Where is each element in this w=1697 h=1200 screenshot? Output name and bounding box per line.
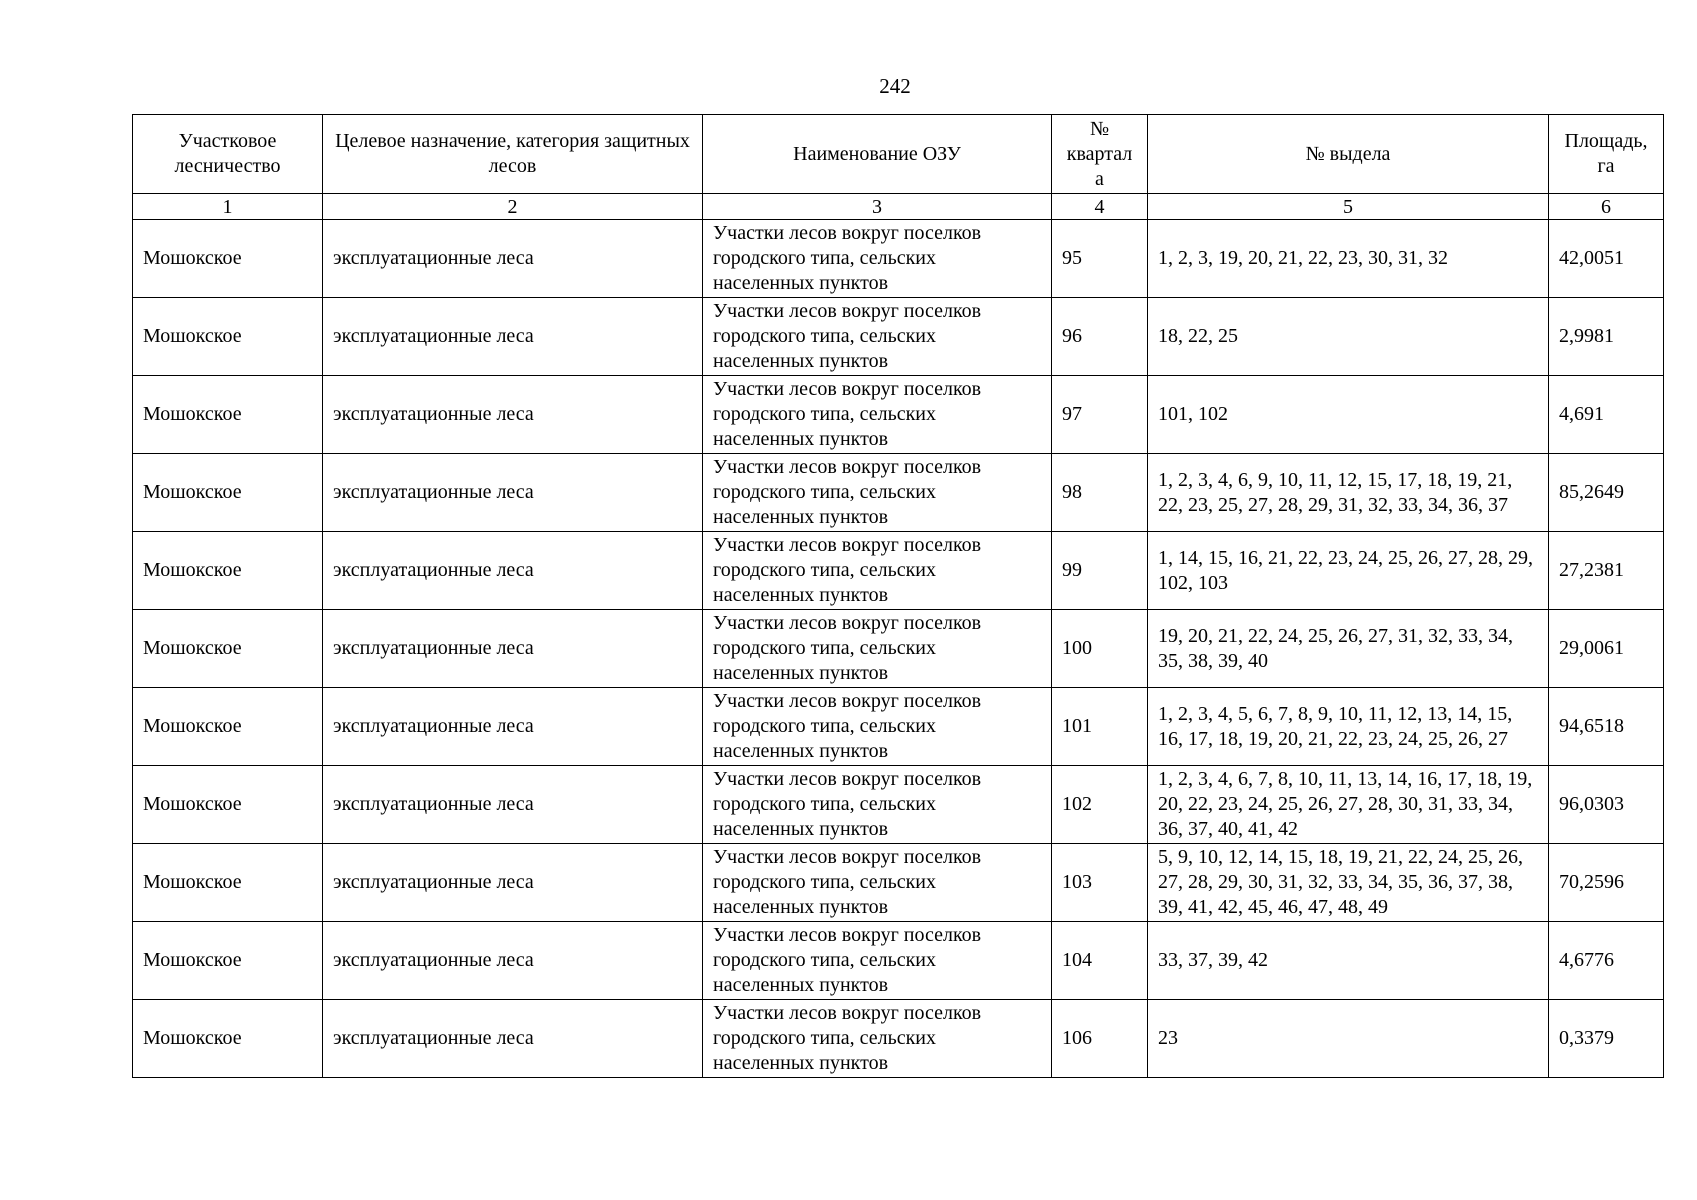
ozu-name-cell: Участки лесов вокруг поселков городского типа, сельских населенных пунктов: [703, 610, 1052, 688]
table-row: [133, 610, 1664, 688]
area-cell: 42,0051: [1549, 220, 1664, 298]
forestry-cell: Мошокское: [133, 1000, 323, 1078]
ozu-name-cell: Участки лесов вокруг поселков городского типа, сельских населенных пунктов: [703, 298, 1052, 376]
table-row: [133, 766, 1664, 844]
header-cell: Наименование ОЗУ: [703, 115, 1052, 194]
forestry-cell: Мошокское: [133, 922, 323, 1000]
column-number-row: [133, 194, 1664, 220]
column-number: 6: [1549, 194, 1664, 220]
area-cell: 96,0303: [1549, 766, 1664, 844]
table-row: [133, 922, 1664, 1000]
allotment-cell: 1, 14, 15, 16, 21, 22, 23, 24, 25, 26, 27, 28, 29, 102, 103: [1148, 532, 1549, 610]
column-number: 5: [1148, 194, 1549, 220]
quarter-cell: 96: [1052, 298, 1148, 376]
purpose-cell: эксплуатационные леса: [323, 922, 703, 1000]
allotment-cell: 23: [1148, 1000, 1549, 1078]
quarter-cell: 101: [1052, 688, 1148, 766]
purpose-cell: эксплуатационные леса: [323, 766, 703, 844]
quarter-cell: 99: [1052, 532, 1148, 610]
quarter-cell: 106: [1052, 1000, 1148, 1078]
quarter-cell: 97: [1052, 376, 1148, 454]
quarter-cell: 102: [1052, 766, 1148, 844]
area-cell: 0,3379: [1549, 1000, 1664, 1078]
quarter-cell: 100: [1052, 610, 1148, 688]
ozu-name-cell: Участки лесов вокруг поселков городского типа, сельских населенных пунктов: [703, 220, 1052, 298]
forestry-cell: Мошокское: [133, 766, 323, 844]
header-cell: Участковое лесничество: [133, 115, 323, 194]
forestry-cell: Мошокское: [133, 688, 323, 766]
purpose-cell: эксплуатационные леса: [323, 298, 703, 376]
allotment-cell: 5, 9, 10, 12, 14, 15, 18, 19, 21, 22, 24, 25, 26, 27, 28, 29, 30, 31, 32, 33, 34, 35, 36, 37, 38, 39, 41, 42, 45, 46, 47, 48, 49: [1148, 844, 1549, 922]
allotment-cell: 1, 2, 3, 4, 6, 7, 8, 10, 11, 13, 14, 16, 17, 18, 19, 20, 22, 23, 24, 25, 26, 27, 28, 30, 31, 33, 34, 36, 37, 40, 41, 42: [1148, 766, 1549, 844]
table-row: [133, 844, 1664, 922]
table-row: [133, 688, 1664, 766]
purpose-cell: эксплуатационные леса: [323, 844, 703, 922]
table-row: [133, 1000, 1664, 1078]
ozu-name-cell: Участки лесов вокруг поселков городского типа, сельских населенных пунктов: [703, 454, 1052, 532]
table-row: [133, 220, 1664, 298]
column-number: 2: [323, 194, 703, 220]
purpose-cell: эксплуатационные леса: [323, 376, 703, 454]
allotment-cell: 101, 102: [1148, 376, 1549, 454]
purpose-cell: эксплуатационные леса: [323, 220, 703, 298]
column-number: 4: [1052, 194, 1148, 220]
header-cell: Площадь, га: [1549, 115, 1664, 194]
allotment-cell: 33, 37, 39, 42: [1148, 922, 1549, 1000]
area-cell: 70,2596: [1549, 844, 1664, 922]
page-number: 242: [879, 74, 911, 98]
ozu-name-cell: Участки лесов вокруг поселков городского типа, сельских населенных пунктов: [703, 376, 1052, 454]
area-cell: 27,2381: [1549, 532, 1664, 610]
forestry-cell: Мошокское: [133, 844, 323, 922]
forestry-cell: Мошокское: [133, 454, 323, 532]
quarter-cell: 104: [1052, 922, 1148, 1000]
area-cell: 94,6518: [1549, 688, 1664, 766]
allotment-cell: 18, 22, 25: [1148, 298, 1549, 376]
area-cell: 29,0061: [1549, 610, 1664, 688]
ozu-name-cell: Участки лесов вокруг поселков городского типа, сельских населенных пунктов: [703, 922, 1052, 1000]
forestry-cell: Мошокское: [133, 220, 323, 298]
table-row: [133, 376, 1664, 454]
allotment-cell: 1, 2, 3, 19, 20, 21, 22, 23, 30, 31, 32: [1148, 220, 1549, 298]
ozu-name-cell: Участки лесов вокруг поселков городского типа, сельских населенных пунктов: [703, 1000, 1052, 1078]
quarter-cell: 103: [1052, 844, 1148, 922]
forestry-cell: Мошокское: [133, 610, 323, 688]
purpose-cell: эксплуатационные леса: [323, 688, 703, 766]
quarter-cell: 95: [1052, 220, 1148, 298]
area-cell: 85,2649: [1549, 454, 1664, 532]
forestry-cell: Мошокское: [133, 298, 323, 376]
ozu-table: [132, 114, 1664, 1078]
header-cell: Целевое назначение, категория защитных лесов: [323, 115, 703, 194]
allotment-cell: 1, 2, 3, 4, 5, 6, 7, 8, 9, 10, 11, 12, 13, 14, 15, 16, 17, 18, 19, 20, 21, 22, 23, 24, 25, 26, 27: [1148, 688, 1549, 766]
quarter-cell: 98: [1052, 454, 1148, 532]
ozu-name-cell: Участки лесов вокруг поселков городского типа, сельских населенных пунктов: [703, 688, 1052, 766]
ozu-name-cell: Участки лесов вокруг поселков городского типа, сельских населенных пунктов: [703, 766, 1052, 844]
column-number: 3: [703, 194, 1052, 220]
table-row: [133, 454, 1664, 532]
forestry-cell: Мошокское: [133, 532, 323, 610]
forestry-cell: Мошокское: [133, 376, 323, 454]
ozu-name-cell: Участки лесов вокруг поселков городского типа, сельских населенных пунктов: [703, 844, 1052, 922]
table-header-row: [133, 115, 1664, 194]
header-cell: № квартал а: [1052, 115, 1148, 194]
area-cell: 4,691: [1549, 376, 1664, 454]
header-cell: № выдела: [1148, 115, 1549, 194]
table-row: [133, 532, 1664, 610]
allotment-cell: 1, 2, 3, 4, 6, 9, 10, 11, 12, 15, 17, 18, 19, 21, 22, 23, 25, 27, 28, 29, 31, 32, 33, 34, 36, 37: [1148, 454, 1549, 532]
purpose-cell: эксплуатационные леса: [323, 610, 703, 688]
purpose-cell: эксплуатационные леса: [323, 532, 703, 610]
area-cell: 2,9981: [1549, 298, 1664, 376]
purpose-cell: эксплуатационные леса: [323, 1000, 703, 1078]
table-row: [133, 298, 1664, 376]
allotment-cell: 19, 20, 21, 22, 24, 25, 26, 27, 31, 32, 33, 34, 35, 38, 39, 40: [1148, 610, 1549, 688]
purpose-cell: эксплуатационные леса: [323, 454, 703, 532]
ozu-name-cell: Участки лесов вокруг поселков городского типа, сельских населенных пунктов: [703, 532, 1052, 610]
area-cell: 4,6776: [1549, 922, 1664, 1000]
column-number: 1: [133, 194, 323, 220]
